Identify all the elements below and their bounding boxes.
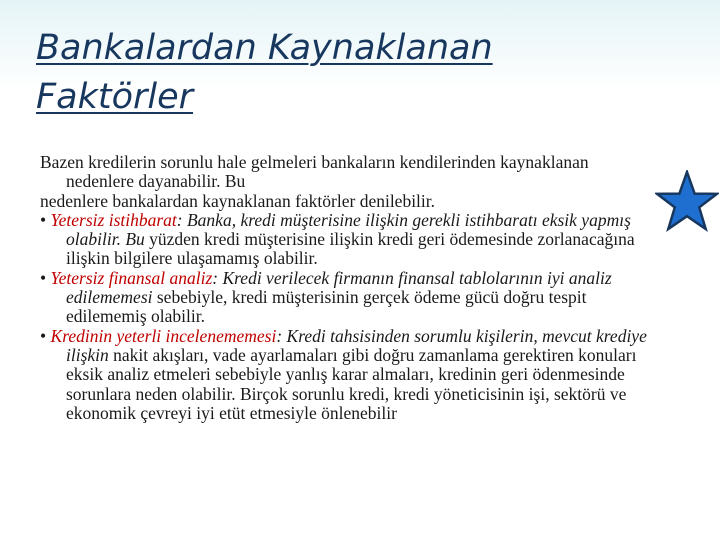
intro-text: Bazen kredilerin sorunlu hale gelmeleri bankaların kendilerinden kaynaklanan nedenlere dayanabilir. Bu xyxy=(40,152,589,192)
slide-body xyxy=(40,153,660,423)
bullet-item xyxy=(40,327,660,423)
star-shape xyxy=(657,172,717,229)
bullet-marker: • xyxy=(40,209,47,230)
bullet-heading: Yetersiz istihbarat xyxy=(50,209,177,230)
bullet-text: sebebiyle, kredi müşterisinin gerçek ödeme gücü doğru tespit edilememiş olabilir. xyxy=(66,287,587,327)
bullet-marker: • xyxy=(40,267,47,288)
intro-text-continued: nedenlere bankalardan kaynaklanan faktörler denilebilir. xyxy=(40,190,436,211)
bullet-italic-text: : Banka, kredi müşterisine ilişkin gerekli istihbaratı eksik yapmış olabilir. Bu xyxy=(66,209,631,250)
bullet-heading: Yetersiz finansal analiz xyxy=(50,267,213,288)
bullet-heading: Kredinin yeterli incelenememesi xyxy=(50,325,277,346)
intro-paragraph-continued xyxy=(40,192,660,211)
star-icon xyxy=(655,170,719,232)
bullet-item xyxy=(40,269,660,327)
bullet-text: yüzden kredi müşterisine ilişkin kredi geri ödemesinde zorlanacağına ilişkin bilgilere ulaşamamış olabilir. xyxy=(66,229,635,269)
bullet-italic-text: : Kredi tahsisinden sorumlu kişilerin, mevcut krediye ilişkin xyxy=(66,325,647,365)
bullet-marker: • xyxy=(40,325,47,346)
intro-paragraph xyxy=(40,153,660,192)
bullet-item xyxy=(40,211,660,269)
bullet-text: nakit akışları, vade ayarlamaları gibi doğru zamanlama gerektiren konuları eksik analiz etmeleri sebebiyle yanlış karar almaları, kredinin geri ödenmesinde sorunlara neden olabilir. Birçok sorunlu kredi, kredi yöneticisinin işi, sektörü ve ekonomik çevreyi iyi etüt etmesiyle önlenebilir xyxy=(66,344,637,423)
bullet-italic-text: : Kredi verilecek firmanın finansal tablolarının iyi analiz edilememesi xyxy=(66,267,612,308)
slide-title: Bankalardan Kaynaklanan Faktörler xyxy=(36,28,493,117)
